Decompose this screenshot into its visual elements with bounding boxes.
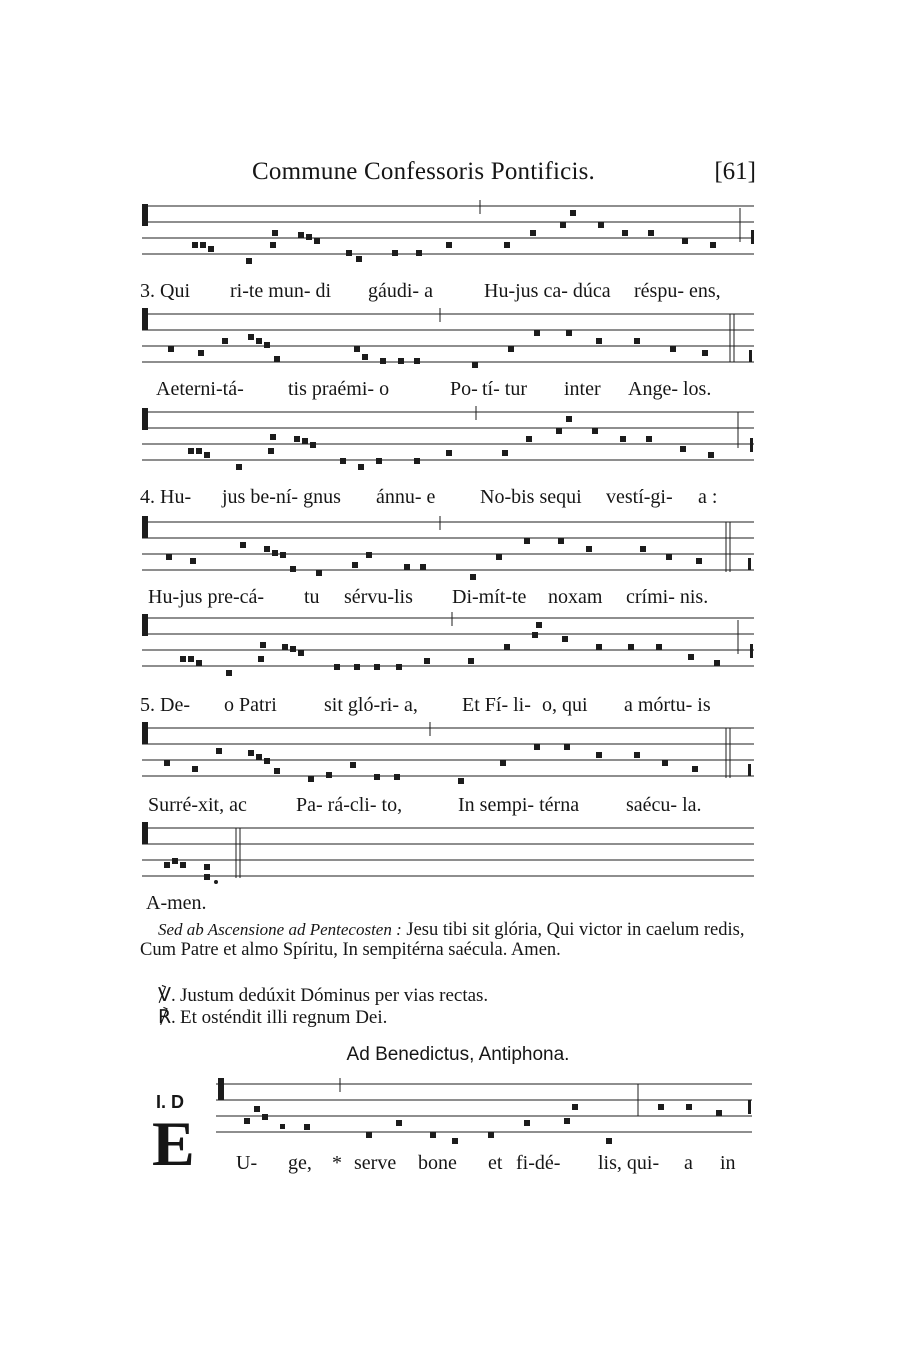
syllable: Hu-jus ca- dúca [484,280,611,302]
syllable: Di-mít-te [452,586,527,608]
syllable: tí- tur [482,378,527,400]
syllable: ri-te mun- di [230,280,332,302]
syllable: tis praémi- o [288,378,390,400]
page-number: [61] [714,158,756,185]
syllable: No-bis sequi [480,486,582,508]
syllable: inter [564,378,601,400]
versicle-text: Justum dedúxit Dóminus per vias rectas. [180,985,489,1006]
versicle-symbol: ℣. [158,985,176,1006]
syllable: o, qui [542,694,588,716]
syllable: crími- nis. [626,586,709,608]
syllable: 3. Qui [140,280,190,302]
syllable: réspu- ens, [634,280,721,302]
syllable: jus be-ní- gnus [222,486,341,508]
syllable: * [332,1152,342,1174]
syllable: noxam [548,586,603,608]
music-staff [140,304,756,374]
neume-staff-7 [140,818,756,888]
page-header [140,158,756,190]
page-title: Commune Confessoris Pontificis. [252,158,596,185]
syllable: Ange- los. [628,378,712,400]
syllable: saécu- la. [626,794,702,816]
rubric-text: Sed ab Ascensione ad Pentecosten : [158,920,402,939]
syllable: sit gló-ri- a, [324,694,418,716]
syllable: lis, qui- [598,1152,660,1174]
syllable: Hu-jus pre-cá- [148,586,265,608]
syllable: ánnu- e [376,486,436,508]
lyric-line [140,486,756,514]
syllable: et [488,1152,503,1174]
syllable: 5. De- [140,694,190,716]
syllable: a : [698,486,718,508]
syllable: o Patri [224,694,277,716]
syllable: a mórtu- is [624,694,711,716]
neume-staff-1 [140,196,756,266]
syllable: in [720,1152,736,1174]
music-staff [140,402,756,472]
music-staff [140,718,756,788]
syllable: sérvu-lis [344,586,413,608]
syllable: serve [354,1152,397,1174]
music-staff [140,608,756,678]
syllable: 4. Hu- [140,486,192,508]
lyric-line [140,1152,756,1180]
neume-staff-6 [140,718,756,788]
syllable: In sempi- térna [458,794,580,816]
syllable: Et Fí- li- [462,694,531,716]
syllable: a [684,1152,693,1174]
music-staff [140,818,756,888]
music-staff [214,1074,754,1144]
syllable: ge, [288,1152,312,1174]
syllable: Surré-xit, ac [148,794,247,816]
initial-letter: E [152,1108,195,1179]
syllable: Po- [450,378,478,400]
neume-staff-5 [140,608,756,678]
syllable: U- [236,1152,258,1174]
response-text: Et osténdit illi regnum Dei. [180,1007,388,1028]
music-staff [140,512,756,582]
versicle-line [158,984,488,1007]
syllable: tu [304,586,320,608]
paragraph-text: Jesu tibi sit glória, Qui victor in caelum redis, Cum Patre et almo Spíritu, In sempitérna saécula. Amen. [140,920,745,960]
syllable: Aeterni-tá- [156,378,244,400]
lyric-line [140,892,756,920]
mode-label: I. D [156,1092,185,1112]
syllable: bone [418,1152,457,1174]
neume-staff-4 [140,512,756,582]
syllable: Pa- rá-cli- to, [296,794,403,816]
syllable: fi-dé- [516,1152,561,1174]
response-symbol: ℟. [158,1007,176,1028]
syllable: vestí-gi- [606,486,673,508]
antiphon-title: Ad Benedictus, Antiphona. [346,1044,570,1065]
syllable: gáudi- a [368,280,433,302]
music-staff [140,196,756,266]
doxology-paragraph [140,920,756,960]
neume-staff-3 [140,402,756,472]
syllable: A-men. [146,892,207,914]
neume-staff-antiphon [214,1074,754,1150]
neume-staff-2 [140,304,756,374]
response-line [158,1006,387,1029]
